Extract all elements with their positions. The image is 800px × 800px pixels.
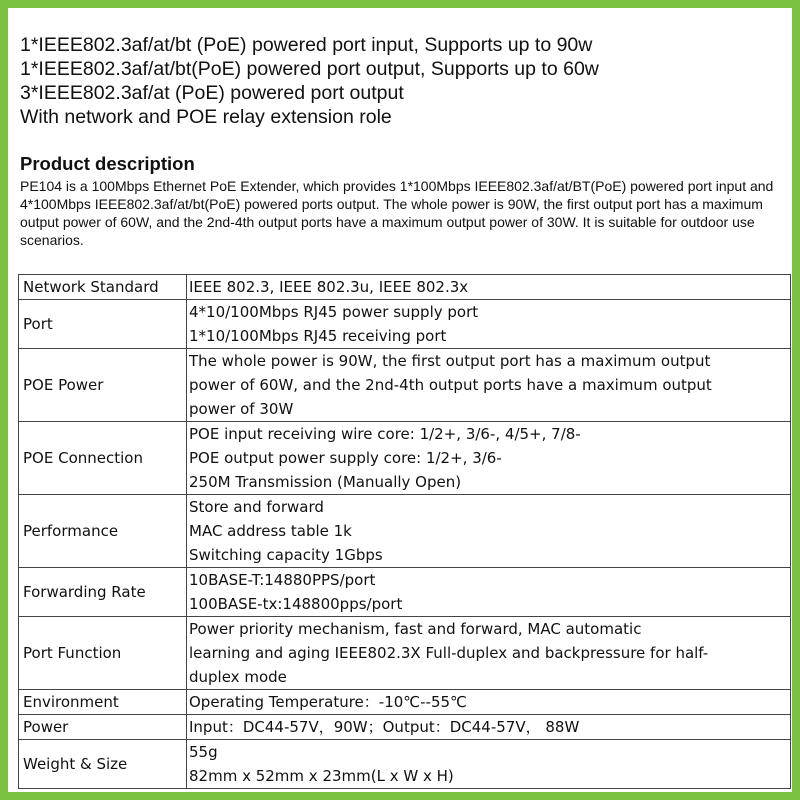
feature-list bbox=[20, 33, 599, 129]
spec-value-line: Input：DC44-57V，90W；Output：DC44-57V， 88W bbox=[189, 718, 580, 736]
spec-row bbox=[19, 690, 791, 715]
spec-key: Environment bbox=[19, 690, 187, 715]
spec-value-line: 10BASE-T:14880PPS/port bbox=[189, 571, 376, 589]
spec-value bbox=[187, 740, 791, 789]
spec-value-line: IEEE 802.3, IEEE 802.3u, IEEE 802.3x bbox=[189, 278, 469, 296]
spec-value bbox=[187, 349, 791, 422]
spec-value-line: POE input receiving wire core: 1/2+, 3/6-, 4/5+, 7/8- bbox=[189, 425, 581, 443]
spec-row bbox=[19, 275, 791, 300]
spec-row bbox=[19, 568, 791, 617]
spec-row bbox=[19, 300, 791, 349]
spec-row bbox=[19, 740, 791, 789]
description-body: PE104 is a 100Mbps Ethernet PoE Extender, which provides 1*100Mbps IEEE802.3af/at/BT(PoE) powered port input and 4*100Mbps IEEE802.3af/at/bt(PoE) powered ports output. The whole power is 90W, the first output port has a maximum output power of 60W, and the 2nd-4th output ports have a maximum output power of 30W. It is suitable for outdoor use scenarios. bbox=[20, 178, 774, 248]
spec-value-line: POE output power supply core: 1/2+, 3/6- bbox=[189, 449, 502, 467]
spec-value bbox=[187, 617, 791, 690]
spec-value bbox=[187, 275, 791, 300]
spec-key: Network Standard bbox=[19, 275, 187, 300]
spec-row bbox=[19, 617, 791, 690]
spec-value-line: 4*10/100Mbps RJ45 power supply port bbox=[189, 303, 479, 321]
spec-value-line: 100BASE-tx:148800pps/port bbox=[189, 595, 403, 613]
spec-value-line: Switching capacity 1Gbps bbox=[189, 546, 383, 564]
spec-value bbox=[187, 568, 791, 617]
spec-value-line: 1*10/100Mbps RJ45 receiving port bbox=[189, 327, 447, 345]
spec-table bbox=[18, 274, 791, 789]
spec-value-line: power of 30W bbox=[189, 400, 294, 418]
product-sheet bbox=[8, 8, 792, 792]
spec-key: POE Power bbox=[19, 349, 187, 422]
feature-item: With network and POE relay extension role bbox=[20, 106, 392, 128]
spec-key: POE Connection bbox=[19, 422, 187, 495]
spec-value-line: duplex mode bbox=[189, 668, 287, 686]
feature-item: 1*IEEE802.3af/at/bt (PoE) powered port input, Supports up to 90w bbox=[20, 34, 593, 56]
spec-value bbox=[187, 495, 791, 568]
spec-row bbox=[19, 715, 791, 740]
feature-item: 1*IEEE802.3af/at/bt(PoE) powered port output, Supports up to 60w bbox=[20, 58, 599, 80]
spec-value-line: power of 60W, and the 2nd-4th output ports have a maximum output bbox=[189, 376, 712, 394]
spec-value bbox=[187, 715, 791, 740]
spec-value-line: Power priority mechanism, fast and forward, MAC automatic bbox=[189, 620, 642, 638]
spec-value bbox=[187, 422, 791, 495]
spec-row bbox=[19, 495, 791, 568]
spec-value-line: 250M Transmission (Manually Open) bbox=[189, 473, 462, 491]
spec-row bbox=[19, 422, 791, 495]
feature-item: 3*IEEE802.3af/at (PoE) powered port output bbox=[20, 82, 404, 104]
spec-key: Performance bbox=[19, 495, 187, 568]
spec-value-line: 55g bbox=[189, 743, 218, 761]
spec-value-line: learning and aging IEEE802.3X Full-duplex and backpressure for half- bbox=[189, 644, 709, 662]
description-title: Product description bbox=[20, 153, 195, 174]
spec-value-line: The whole power is 90W, the first output port has a maximum output bbox=[189, 352, 711, 370]
spec-value-line: Operating Temperature：-10℃--55℃ bbox=[189, 693, 467, 711]
spec-value bbox=[187, 300, 791, 349]
spec-row bbox=[19, 349, 791, 422]
spec-value bbox=[187, 690, 791, 715]
spec-key: Port Function bbox=[19, 617, 187, 690]
spec-value-line: MAC address table 1k bbox=[189, 522, 352, 540]
spec-key: Forwarding Rate bbox=[19, 568, 187, 617]
spec-key: Port bbox=[19, 300, 187, 349]
spec-key: Weight & Size bbox=[19, 740, 187, 789]
spec-value-line: Store and forward bbox=[189, 498, 324, 516]
spec-key: Power bbox=[19, 715, 187, 740]
spec-value-line: 82mm x 52mm x 23mm(L x W x H) bbox=[189, 767, 454, 785]
